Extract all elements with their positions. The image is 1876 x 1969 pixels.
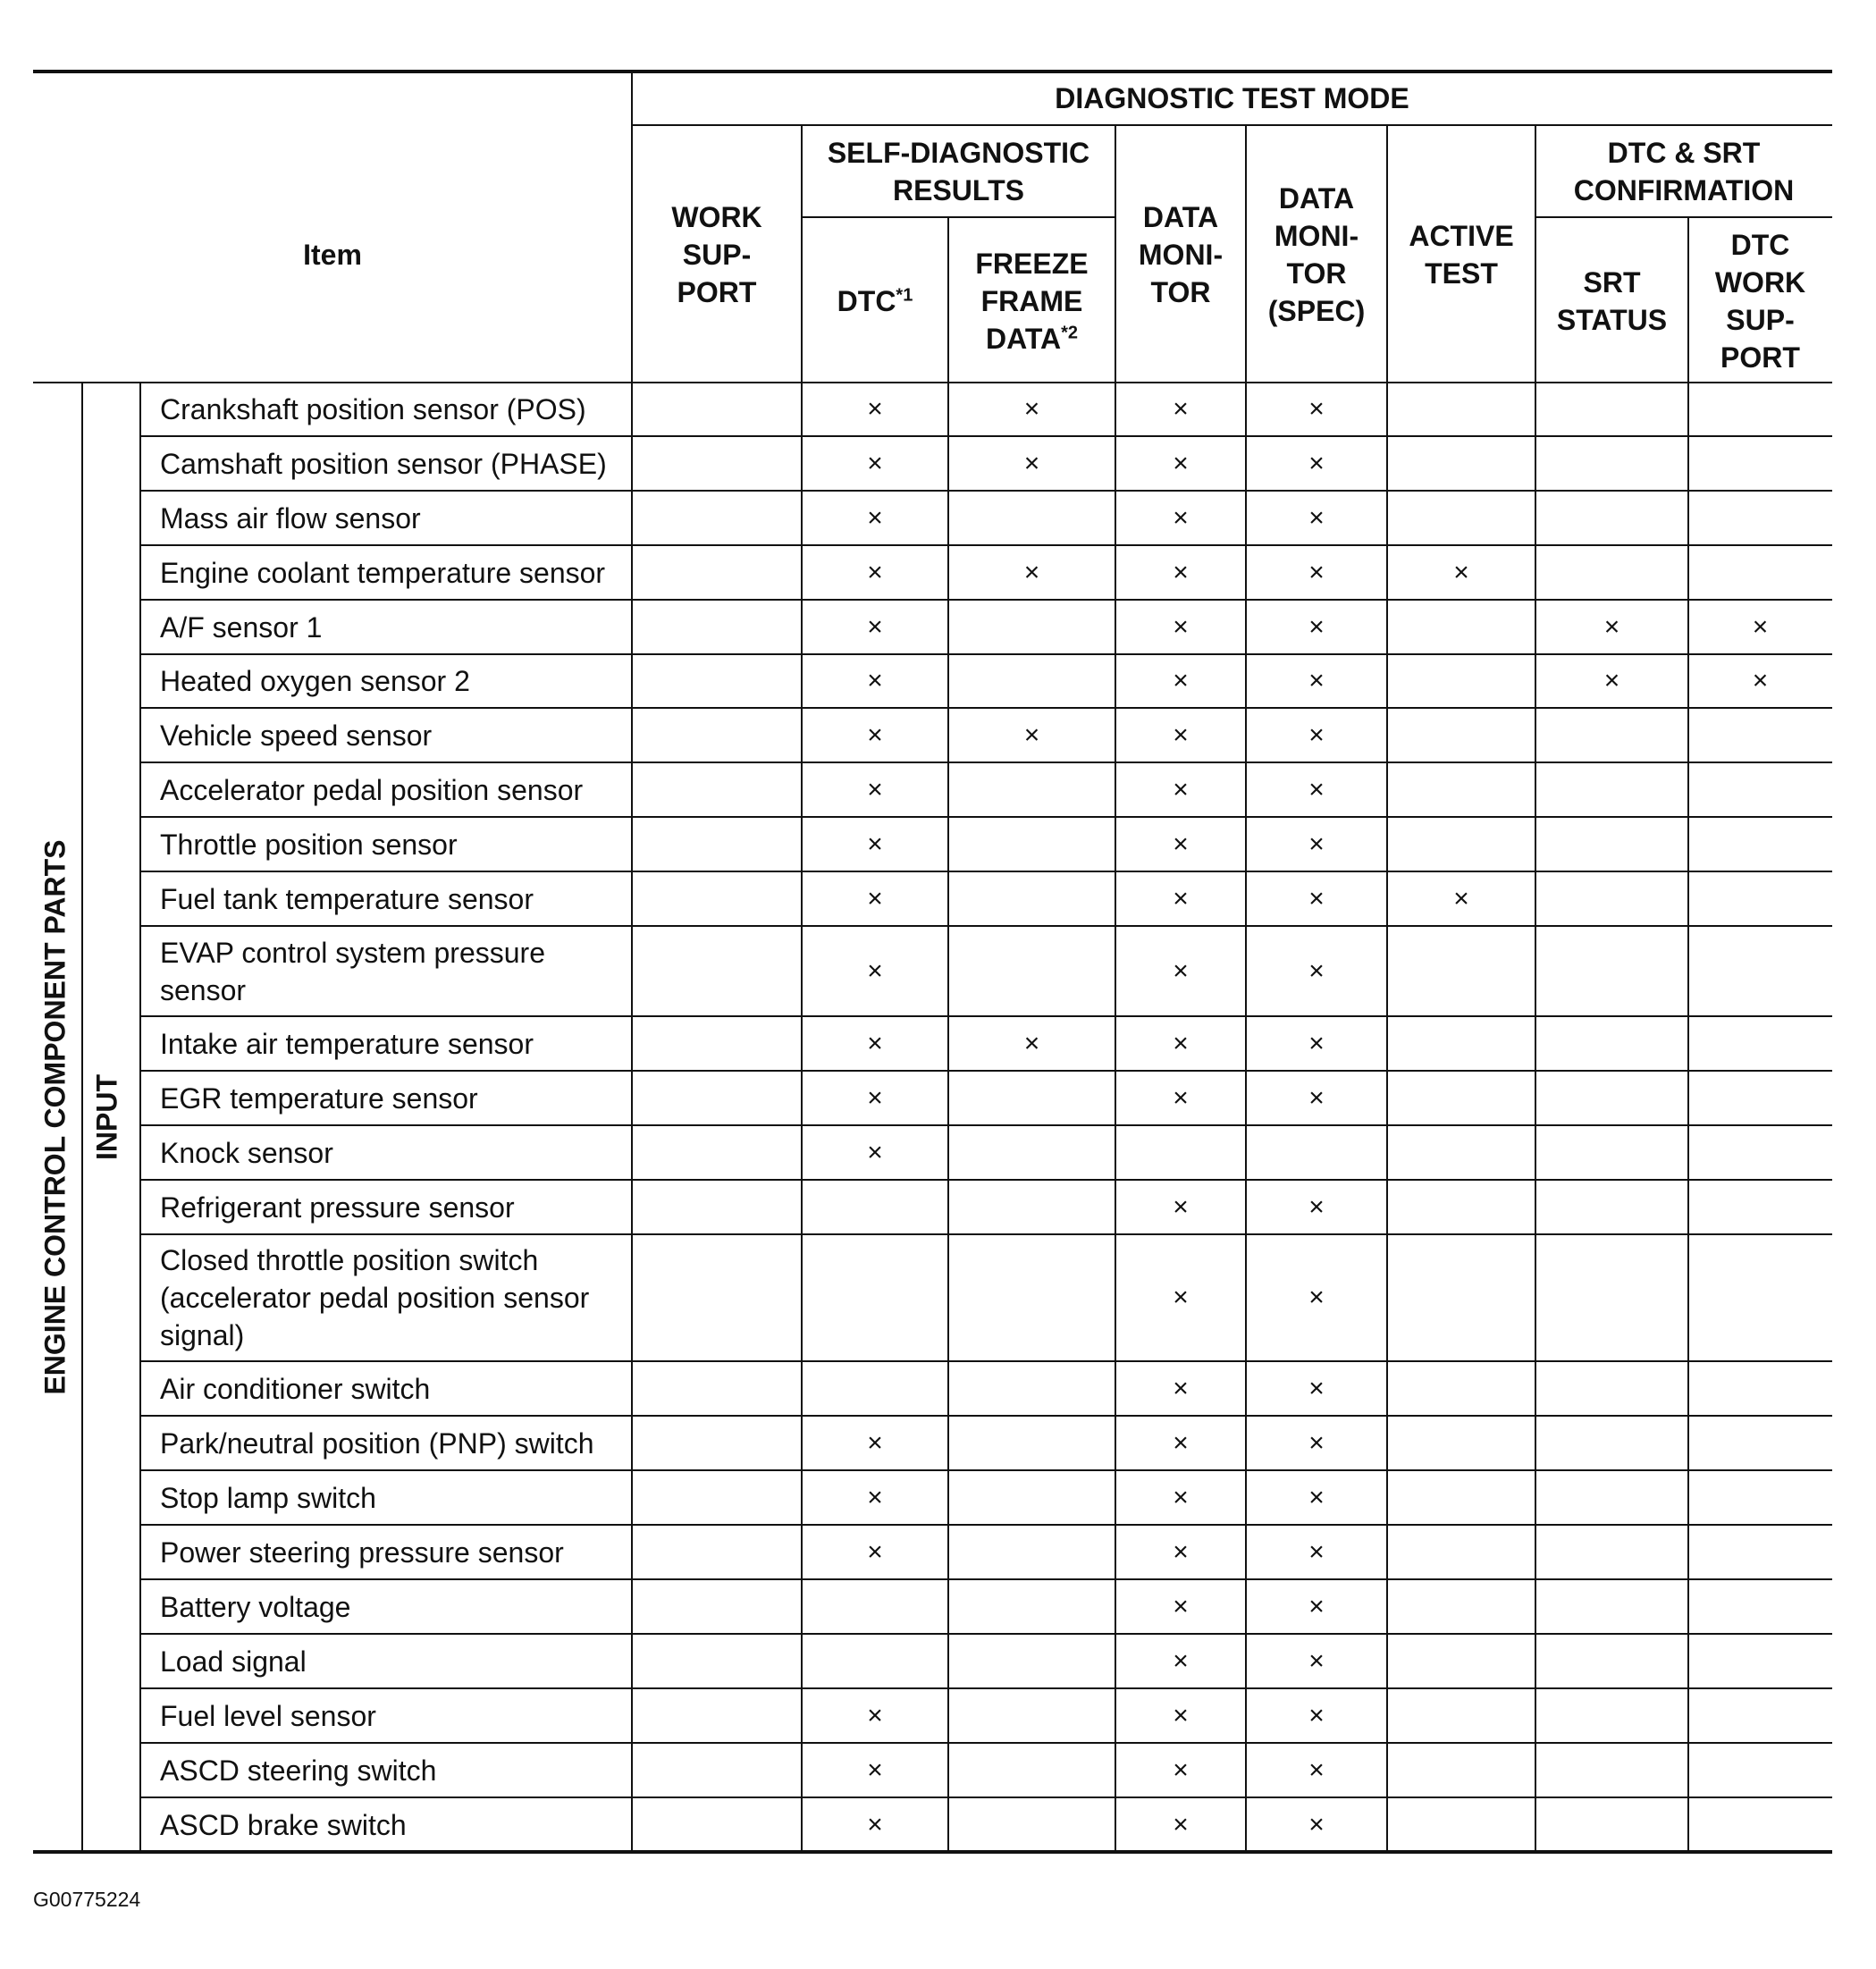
table-cell-mark (1688, 1743, 1832, 1797)
table-row-item: Camshaft position sensor (PHASE) (160, 447, 607, 480)
table-cell-mark (1688, 1470, 1832, 1525)
table-cell-mark: × (1308, 448, 1325, 478)
table-cell-mark (1688, 708, 1832, 762)
header-dtc-note: *1 (896, 284, 913, 305)
table-cell-mark (1387, 1180, 1535, 1234)
table-cell-mark (1387, 1525, 1535, 1579)
table-cell-mark (1688, 491, 1832, 545)
table-cell-mark: × (1173, 719, 1189, 750)
table-cell-mark (1535, 1071, 1688, 1125)
table-cell-mark: × (867, 1427, 883, 1458)
table-cell-mark: × (867, 829, 883, 859)
table-cell-mark: × (1308, 1482, 1325, 1512)
table-cell-mark (948, 654, 1115, 708)
table-cell-mark (948, 491, 1115, 545)
table-cell-mark (802, 1634, 948, 1688)
table-cell-mark (1535, 762, 1688, 817)
table-cell-mark (1688, 817, 1832, 871)
table-cell-mark (632, 1579, 802, 1634)
table-cell-mark (632, 708, 802, 762)
table-cell-mark: × (1173, 394, 1189, 424)
table-cell-mark: × (1173, 1082, 1189, 1113)
table-cell-mark: × (1023, 1028, 1040, 1058)
header-freeze-frame-data (948, 217, 1115, 384)
table-cell-mark (1387, 600, 1535, 654)
header-dtc (802, 217, 948, 384)
header-dtc-srt-confirmation: DTC & SRT CONFIRMATION (1573, 136, 1795, 206)
table-row-item: Throttle position sensor (160, 828, 458, 861)
table-cell-mark (1535, 1234, 1688, 1361)
table-cell-mark: × (1308, 955, 1325, 986)
table-cell-mark (802, 1579, 948, 1634)
table-cell-mark (632, 1416, 802, 1470)
table-cell-mark (948, 1470, 1115, 1525)
table-cell-mark (1688, 1416, 1832, 1470)
table-cell-mark (1535, 1361, 1688, 1416)
table-cell-mark (948, 600, 1115, 654)
table-cell-mark (1387, 1016, 1535, 1071)
grid-line (81, 383, 83, 1852)
table-cell-mark (1688, 1688, 1832, 1743)
table-cell-mark: × (1308, 1283, 1325, 1312)
table-cell-mark (1535, 1416, 1688, 1470)
table-cell-mark (1688, 1634, 1832, 1688)
table-cell-mark: × (1173, 1283, 1189, 1312)
table-cell-mark (1535, 1016, 1688, 1071)
table-cell-mark: × (1173, 1809, 1189, 1839)
table-row-item: Closed throttle position switch (accelerator pedal position sensor signal) (160, 1244, 590, 1351)
table-cell-mark: × (867, 394, 883, 424)
table-row-item: Fuel level sensor (160, 1699, 376, 1732)
table-cell-mark (632, 654, 802, 708)
table-cell-mark: × (1023, 448, 1040, 478)
table-row-item: EGR temperature sensor (160, 1081, 478, 1115)
table-cell-mark (1688, 871, 1832, 926)
table-row-item: Stop lamp switch (160, 1481, 376, 1514)
table-cell-mark: × (1173, 502, 1189, 533)
table-cell-mark: × (1603, 666, 1620, 695)
table-cell-mark: × (1173, 883, 1189, 913)
table-cell-mark: × (1752, 611, 1769, 642)
table-cell-mark (948, 1579, 1115, 1634)
table-cell-mark (1535, 436, 1688, 491)
table-cell-mark: × (1173, 829, 1189, 859)
table-cell-mark: × (1173, 1591, 1189, 1621)
header-data-monitor: DATA MONI- TOR (1138, 201, 1224, 308)
table-row-item: Accelerator pedal position sensor (160, 773, 584, 806)
table-cell-mark: × (867, 1082, 883, 1113)
table-cell-mark: × (867, 1028, 883, 1058)
table-cell-mark: × (1308, 666, 1325, 695)
table-cell-mark (1535, 871, 1688, 926)
header-freeze-frame-note: *2 (1061, 322, 1078, 342)
table-row-item: Vehicle speed sensor (160, 719, 433, 752)
table-cell-mark: × (867, 883, 883, 913)
table-cell-mark: × (1173, 1754, 1189, 1785)
table-cell-mark (1688, 762, 1832, 817)
header-dtc-work-support: DTC WORK SUP- PORT (1714, 228, 1806, 374)
group-label-engine-control-component-parts: ENGINE CONTROL COMPONENT PARTS (38, 839, 72, 1395)
table-cell-mark (1535, 491, 1688, 545)
table-cell-mark (1535, 1634, 1688, 1688)
table-cell-mark (1387, 383, 1535, 436)
table-cell-mark: × (1173, 1028, 1189, 1058)
table-cell-mark: × (1308, 1191, 1325, 1222)
table-cell-mark: × (867, 774, 883, 804)
table-cell-mark (1387, 708, 1535, 762)
table-cell-mark (948, 762, 1115, 817)
table-cell-mark: × (1453, 883, 1469, 913)
table-cell-mark (948, 1688, 1115, 1743)
table-cell-mark (1688, 1797, 1832, 1852)
table-cell-mark (1387, 1634, 1535, 1688)
table-row-item: Mass air flow sensor (160, 501, 421, 534)
header-work-support: WORK SUP- PORT (671, 201, 762, 308)
table-cell-mark (632, 1125, 802, 1180)
table-cell-mark (948, 871, 1115, 926)
table-cell-mark: × (1308, 1028, 1325, 1058)
table-row-item: Load signal (160, 1645, 307, 1678)
table-cell-mark (1688, 545, 1832, 600)
table-cell-mark (1688, 1180, 1832, 1234)
table-cell-mark (1387, 1234, 1535, 1361)
table-cell-mark (1387, 1125, 1535, 1180)
table-cell-mark (632, 762, 802, 817)
table-row-item: Engine coolant temperature sensor (160, 556, 606, 589)
table-cell-mark: × (1023, 394, 1040, 424)
table-cell-mark: × (1173, 1645, 1189, 1676)
table-row-item: Intake air temperature sensor (160, 1027, 534, 1060)
table-cell-mark (1387, 817, 1535, 871)
table-cell-mark (1387, 1579, 1535, 1634)
table-cell-mark: × (1308, 1591, 1325, 1621)
table-cell-mark (948, 1743, 1115, 1797)
table-cell-mark (948, 1634, 1115, 1688)
table-cell-mark: × (1308, 883, 1325, 913)
table-cell-mark (632, 1525, 802, 1579)
figure-id: G00775224 (33, 1888, 141, 1911)
header-dtc-label: DTC (837, 284, 896, 317)
table-cell-mark: × (1023, 719, 1040, 750)
table-cell-mark (632, 1071, 802, 1125)
table-cell-mark (1387, 654, 1535, 708)
table-row-item: Power steering pressure sensor (160, 1536, 564, 1569)
table-cell-mark: × (867, 502, 883, 533)
table-cell-mark: × (1173, 1700, 1189, 1730)
table-cell-mark (1387, 491, 1535, 545)
table-cell-mark (1535, 1743, 1688, 1797)
table-cell-mark (632, 1743, 802, 1797)
table-cell-mark: × (867, 955, 883, 986)
header-freeze-frame-label: FREEZE FRAME DATA (975, 247, 1089, 355)
header-self-diagnostic-results: SELF-DIAGNOSTIC RESULTS (827, 136, 1090, 206)
header-srt-status: SRT STATUS (1556, 265, 1668, 336)
table-cell-mark (1387, 926, 1535, 1016)
table-cell-mark (1387, 436, 1535, 491)
table-cell-mark: × (1308, 1536, 1325, 1567)
table-cell-mark: × (1308, 502, 1325, 533)
table-cell-mark (1387, 1416, 1535, 1470)
table-row-item: A/F sensor 1 (160, 610, 323, 644)
table-cell-mark: × (867, 611, 883, 642)
table-cell-mark (1535, 1797, 1688, 1852)
table-cell-mark: × (1752, 666, 1769, 695)
table-cell-mark (632, 1470, 802, 1525)
table-cell-mark: × (1308, 394, 1325, 424)
table-cell-mark: × (1308, 557, 1325, 587)
table-cell-mark (1688, 1234, 1832, 1361)
table-cell-mark (632, 383, 802, 436)
header-item: Item (303, 239, 362, 271)
table-cell-mark: × (1173, 1482, 1189, 1512)
table-cell-mark: × (867, 719, 883, 750)
table-cell-mark (632, 436, 802, 491)
table-cell-mark (632, 871, 802, 926)
table-cell-mark (632, 1797, 802, 1852)
table-cell-mark (948, 1797, 1115, 1852)
table-cell-mark (1688, 1579, 1832, 1634)
table-row-item: ASCD brake switch (160, 1808, 407, 1841)
table-cell-mark: × (867, 1700, 883, 1730)
table-cell-mark (802, 1180, 948, 1234)
table-row-item: Battery voltage (160, 1590, 351, 1623)
table-cell-mark: × (1173, 1536, 1189, 1567)
table-cell-mark: × (1308, 1754, 1325, 1785)
table-cell-mark (1115, 1125, 1246, 1180)
table-cell-mark (1535, 1125, 1688, 1180)
table-row-item: Heated oxygen sensor 2 (160, 665, 470, 697)
table-cell-mark: × (867, 1482, 883, 1512)
table-cell-mark (1535, 1525, 1688, 1579)
table-cell-mark (632, 1634, 802, 1688)
table-cell-mark (948, 1125, 1115, 1180)
table-cell-mark: × (1173, 774, 1189, 804)
table-row-item: Fuel tank temperature sensor (160, 882, 534, 915)
table-cell-mark: × (1173, 1191, 1189, 1222)
table-cell-mark (1246, 1125, 1387, 1180)
table-cell-mark (632, 926, 802, 1016)
table-row-item: Crankshaft position sensor (POS) (160, 393, 586, 425)
table-cell-mark: × (1603, 611, 1620, 642)
table-cell-mark (1535, 545, 1688, 600)
table-cell-mark (632, 817, 802, 871)
table-cell-mark: × (1308, 1427, 1325, 1458)
table-cell-mark: × (1023, 557, 1040, 587)
table-cell-mark: × (1308, 719, 1325, 750)
table-cell-mark (948, 1234, 1115, 1361)
table-cell-mark (1688, 436, 1832, 491)
table-cell-mark: × (1308, 1373, 1325, 1403)
table-cell-mark (948, 817, 1115, 871)
table-cell-mark (1387, 1688, 1535, 1743)
table-cell-mark (632, 491, 802, 545)
table-cell-mark: × (867, 448, 883, 478)
table-row-item: EVAP control system pressure sensor (160, 936, 545, 1006)
table-row-item: Refrigerant pressure sensor (160, 1191, 515, 1224)
table-cell-mark (1535, 1579, 1688, 1634)
table-cell-mark: × (1308, 1645, 1325, 1676)
table-cell-mark (948, 1416, 1115, 1470)
table-cell-mark: × (1173, 557, 1189, 587)
table-cell-mark (1387, 1797, 1535, 1852)
table-cell-mark (802, 1361, 948, 1416)
header-active-test: ACTIVE TEST (1409, 220, 1514, 290)
table-cell-mark: × (1173, 1427, 1189, 1458)
table-cell-mark: × (1453, 557, 1469, 587)
table-cell-mark (1387, 1071, 1535, 1125)
table-cell-mark (1387, 1361, 1535, 1416)
table-cell-mark (1535, 926, 1688, 1016)
table-cell-mark (948, 1180, 1115, 1234)
subgroup-label-input: INPUT (90, 1074, 123, 1160)
table-cell-mark (1688, 1016, 1832, 1071)
table-cell-mark: × (867, 1536, 883, 1567)
table-cell-mark (632, 1688, 802, 1743)
table-cell-mark: × (867, 557, 883, 587)
table-cell-mark (1688, 1361, 1832, 1416)
table-cell-mark (632, 1361, 802, 1416)
table-cell-mark: × (1173, 611, 1189, 642)
table-cell-mark: × (867, 1137, 883, 1167)
table-cell-mark (632, 1234, 802, 1361)
table-cell-mark: × (867, 1809, 883, 1839)
table-cell-mark (948, 926, 1115, 1016)
table-cell-mark: × (1308, 774, 1325, 804)
table-cell-mark: × (1308, 1082, 1325, 1113)
table-cell-mark: × (1308, 1809, 1325, 1839)
table-cell-mark: × (1308, 611, 1325, 642)
table-cell-mark (1688, 383, 1832, 436)
table-cell-mark (1535, 1180, 1688, 1234)
table-cell-mark (1688, 1071, 1832, 1125)
table-row-item: Air conditioner switch (160, 1372, 431, 1405)
table-cell-mark (632, 1016, 802, 1071)
table-cell-mark (948, 1361, 1115, 1416)
table-cell-mark: × (867, 1754, 883, 1785)
table-cell-mark (1535, 383, 1688, 436)
table-row-item: ASCD steering switch (160, 1754, 437, 1787)
table-cell-mark (1535, 708, 1688, 762)
table-cell-mark (1535, 1470, 1688, 1525)
table-cell-mark (948, 1071, 1115, 1125)
table-cell-mark (802, 1234, 948, 1361)
table-row-item: Park/neutral position (PNP) switch (160, 1426, 594, 1460)
table-cell-mark (632, 545, 802, 600)
header-data-monitor-spec: DATA MONI- TOR (SPEC) (1267, 182, 1366, 327)
table-cell-mark (1387, 1743, 1535, 1797)
table-row-item: Knock sensor (160, 1136, 333, 1169)
table-cell-mark (632, 1180, 802, 1234)
table-cell-mark (1535, 817, 1688, 871)
table-cell-mark: × (1308, 829, 1325, 859)
table-cell-mark (1688, 1525, 1832, 1579)
table-cell-mark (1387, 1470, 1535, 1525)
table-cell-mark: × (1173, 666, 1189, 695)
table-cell-mark (1535, 1688, 1688, 1743)
table-cell-mark (1688, 926, 1832, 1016)
table-cell-mark: × (1173, 448, 1189, 478)
table-cell-mark (1387, 762, 1535, 817)
table-cell-mark: × (1308, 1700, 1325, 1730)
table-cell-mark (1688, 1125, 1832, 1180)
header-diagnostic-test-mode: DIAGNOSTIC TEST MODE (1055, 82, 1409, 114)
table-cell-mark (632, 600, 802, 654)
table-cell-mark: × (1173, 955, 1189, 986)
table-cell-mark (948, 1525, 1115, 1579)
table-cell-mark: × (1173, 1373, 1189, 1403)
table-cell-mark: × (867, 666, 883, 695)
